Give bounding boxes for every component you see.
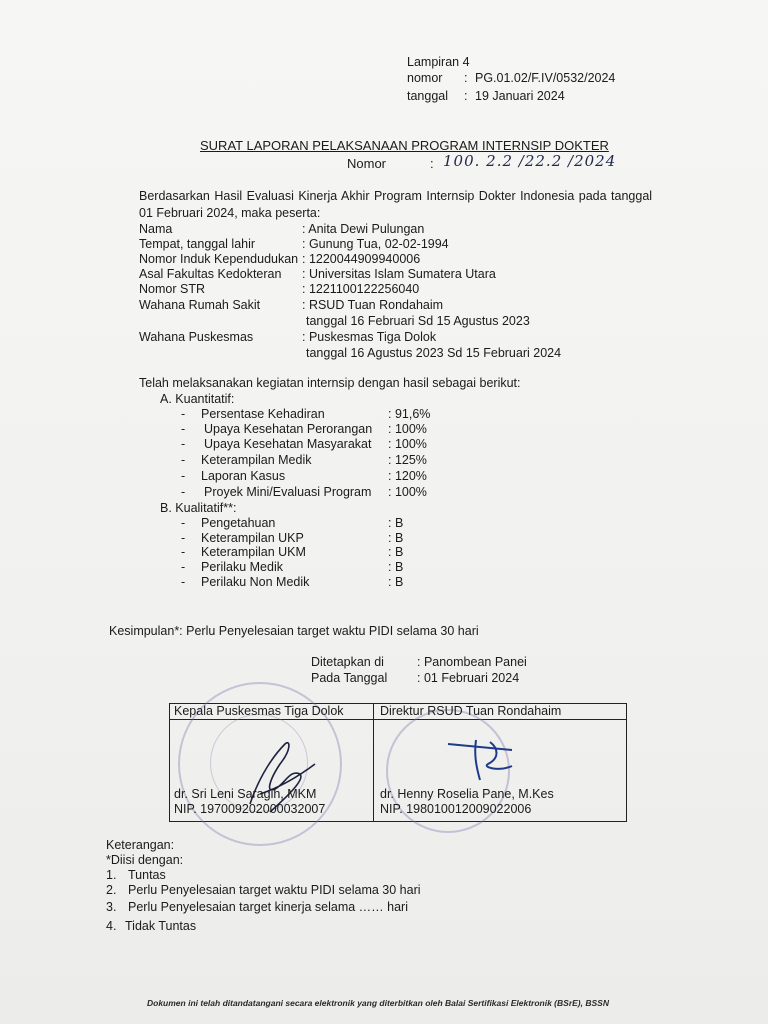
kuantitatif-item-value: : 100% — [388, 437, 427, 451]
peserta-value: : 1220044909940006 — [302, 252, 421, 266]
header-tanggal-label: tanggal — [407, 89, 449, 103]
nomor-sep: : — [430, 156, 434, 171]
kualitatif-item-value: : B — [388, 575, 404, 589]
list-dash: - — [181, 516, 186, 530]
peserta-label: Nama — [139, 222, 173, 236]
list-dash: - — [181, 545, 186, 559]
kuantitatif-item-label: Keterampilan Medik — [201, 453, 312, 467]
left-signer-title: Kepala Puskesmas Tiga Dolok — [174, 704, 344, 718]
kualitatif-heading: B. Kualitatif**: — [160, 501, 237, 515]
kualitatif-item-label: Pengetahuan — [201, 516, 276, 530]
list-dash: - — [181, 469, 186, 483]
kualitatif-item-label: Keterampilan UKM — [201, 545, 306, 559]
hasil-intro: Telah melaksanakan kegiatan internsip dengan hasil sebagai berikut: — [139, 376, 521, 390]
kualitatif-item-label: Perilaku Non Medik — [201, 575, 310, 589]
peserta-label: Nomor Induk Kependudukan — [139, 252, 299, 266]
diisi-label: *Diisi dengan: — [106, 853, 184, 867]
peserta-label: Wahana Puskesmas — [139, 330, 254, 344]
kualitatif-item-value: : B — [388, 545, 404, 559]
ditetapkan-value: : Panombean Panei — [417, 655, 527, 669]
peserta-value: tanggal 16 Februari Sd 15 Agustus 2023 — [306, 314, 530, 328]
header-nomor-label: nomor — [407, 71, 443, 85]
peserta-value: : Universitas Islam Sumatera Utara — [302, 267, 496, 281]
kuantitatif-item-label: Laporan Kasus — [201, 469, 286, 483]
list-dash: - — [181, 575, 186, 589]
kuantitatif-item-label: Persentase Kehadiran — [201, 407, 325, 421]
option-number: 1. — [106, 868, 117, 882]
option-number: 2. — [106, 883, 117, 897]
intro-line-2: 01 Februari 2024, maka peserta: — [139, 206, 321, 220]
peserta-label: Tempat, tanggal lahir — [139, 237, 256, 251]
ditetapkan-label: Ditetapkan di — [311, 655, 384, 669]
peserta-value: : 1221100122256040 — [302, 282, 420, 296]
list-dash: - — [181, 485, 186, 499]
kuantitatif-item-value: : 120% — [388, 469, 427, 483]
kuantitatif-item-value: : 100% — [388, 485, 427, 499]
list-dash: - — [181, 560, 186, 574]
list-dash: - — [181, 437, 186, 451]
header-nomor-sep: : — [464, 71, 468, 85]
peserta-label: Nomor STR — [139, 282, 205, 296]
lampiran-label: Lampiran 4 — [407, 55, 470, 69]
kualitatif-item-value: : B — [388, 560, 404, 574]
kuantitatif-item-value: : 100% — [388, 422, 427, 436]
left-signer-nip: NIP. 197009202000032007 — [174, 802, 326, 816]
peserta-value: : Gunung Tua, 02-02-1994 — [302, 237, 449, 251]
nomor-label: Nomor — [347, 156, 387, 171]
nomor-handwritten-value: 100. 2.2 /22.2 /2024 — [443, 152, 617, 170]
peserta-value: : Puskesmas Tiga Dolok — [302, 330, 437, 344]
kuantitatif-item-label: Upaya Kesehatan Masyarakat — [204, 437, 372, 451]
header-tanggal-value: 19 Januari 2024 — [475, 89, 565, 103]
option-text: Tuntas — [128, 868, 166, 882]
pada-tanggal-value: : 01 Februari 2024 — [417, 671, 520, 685]
list-dash: - — [181, 531, 186, 545]
header-tanggal-sep: : — [464, 89, 468, 103]
option-number: 4. — [106, 919, 117, 933]
left-signer-name: dr. Sri Leni Saragih, MKM — [174, 787, 317, 801]
kualitatif-item-value: : B — [388, 516, 404, 530]
right-signer-nip: NIP. 198010012009022006 — [380, 802, 532, 816]
right-signer-name: dr. Henny Roselia Pane, M.Kes — [380, 787, 554, 801]
list-dash: - — [181, 453, 186, 467]
list-dash: - — [181, 407, 186, 421]
kuantitatif-item-label: Upaya Kesehatan Perorangan — [204, 422, 373, 436]
kualitatif-item-value: : B — [388, 531, 404, 545]
table-divider — [373, 704, 374, 821]
right-signer-title: Direktur RSUD Tuan Rondahaim — [380, 704, 562, 718]
kuantitatif-heading: A. Kuantitatif: — [160, 392, 235, 406]
peserta-label: Asal Fakultas Kedokteran — [139, 267, 282, 281]
kuantitatif-item-label: Proyek Mini/Evaluasi Program — [204, 485, 372, 499]
kuantitatif-item-value: : 125% — [388, 453, 427, 467]
option-text: Tidak Tuntas — [125, 919, 197, 933]
option-text: Perlu Penyelesaian target waktu PIDI selama 30 hari — [128, 883, 421, 897]
header-nomor-value: PG.01.02/F.IV/0532/2024 — [475, 71, 616, 85]
pada-tanggal-label: Pada Tanggal — [311, 671, 388, 685]
kualitatif-item-label: Perilaku Medik — [201, 560, 283, 574]
intro-line-1: Berdasarkan Hasil Evaluasi Kinerja Akhir Program Internsip Dokter Indonesia pada tanggal — [139, 189, 653, 203]
kesimpulan: Kesimpulan*: Perlu Penyelesaian target waktu PIDI selama 30 hari — [109, 624, 479, 638]
peserta-value: : Anita Dewi Pulungan — [302, 222, 425, 236]
kuantitatif-item-value: : 91,6% — [388, 407, 431, 421]
kualitatif-item-label: Keterampilan UKP — [201, 531, 304, 545]
option-number: 3. — [106, 900, 117, 914]
signature-icon — [440, 736, 520, 786]
keterangan-heading: Keterangan: — [106, 838, 175, 852]
signature-table — [169, 703, 627, 822]
peserta-value: : RSUD Tuan Rondahaim — [302, 298, 444, 312]
document-title: SURAT LAPORAN PELAKSANAAN PROGRAM INTERNSIP DOKTER — [200, 138, 609, 153]
peserta-value: tanggal 16 Agustus 2023 Sd 15 Februari 2024 — [306, 346, 562, 360]
list-dash: - — [181, 422, 186, 436]
footer-note: Dokumen ini telah ditandatangani secara elektronik yang diterbitkan oleh Balai Sertifikasi Elektronik (BSrE), BSSN — [147, 998, 609, 1008]
peserta-label: Wahana Rumah Sakit — [139, 298, 261, 312]
option-text: Perlu Penyelesaian target kinerja selama …… hari — [128, 900, 408, 914]
